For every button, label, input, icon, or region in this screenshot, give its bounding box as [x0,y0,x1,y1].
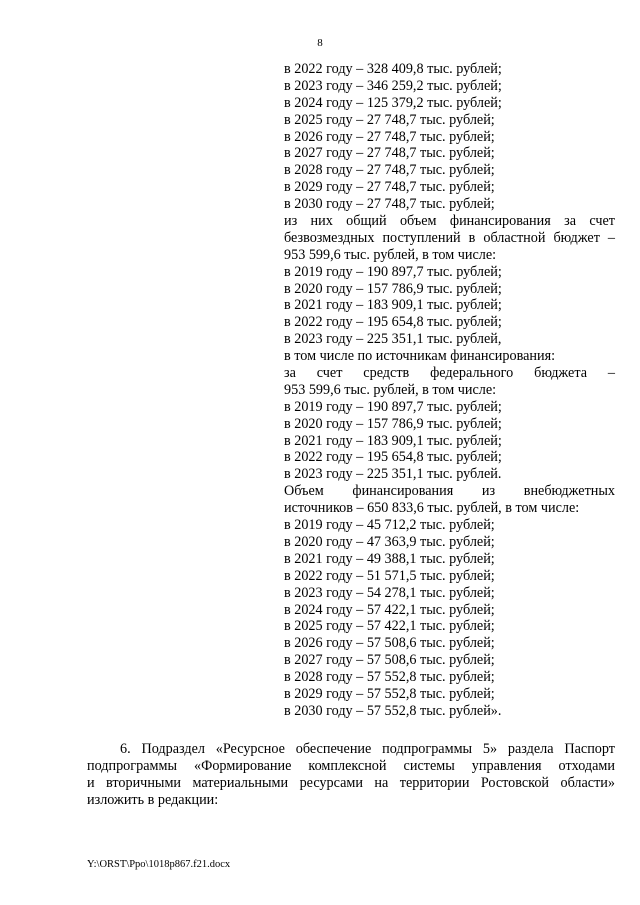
funding-line: в 2021 году – 183 909,1 тыс. рублей; [284,297,502,314]
funding-line: в 2020 году – 157 786,9 тыс. рублей; [284,415,502,432]
funding-line: в 2022 году – 195 654,8 тыс. рублей; [284,449,502,466]
paragraph-line: и вторичными материальными ресурсами на территории Ростовской области» [87,775,615,791]
funding-line: 953 599,6 тыс. рублей, в том числе: [284,246,497,263]
funding-line: в 2020 году – 47 363,9 тыс. рублей; [284,533,495,550]
funding-line: в 2025 году – 57 422,1 тыс. рублей; [284,618,495,635]
funding-line: в 2023 году – 225 351,1 тыс. рублей. [284,466,502,483]
funding-line: в 2027 году – 27 748,7 тыс. рублей; [284,145,495,162]
paragraph-line: подпрограммы «Формирование комплексной системы управления отходами [87,758,615,774]
funding-line: в 2027 году – 57 508,6 тыс. рублей; [284,652,495,669]
funding-line: в 2028 году – 57 552,8 тыс. рублей; [284,669,495,686]
funding-line: в 2019 году – 190 897,7 тыс. рублей; [284,263,502,280]
funding-line: в 2030 году – 57 552,8 тыс. рублей». [284,702,502,719]
funding-line: в том числе по источникам финансирования: [284,348,556,365]
funding-line: в 2025 году – 27 748,7 тыс. рублей; [284,111,495,128]
funding-line: 953 599,6 тыс. рублей, в том числе: [284,381,497,398]
funding-line: в 2022 году – 51 571,5 тыс. рублей; [284,567,495,584]
funding-line: в 2019 году – 190 897,7 тыс. рублей; [284,398,502,415]
funding-column [284,61,615,720]
paragraph-line: изложить в редакции: [87,792,219,808]
paragraph-line: 6. Подраздел «Ресурсное обеспечение подпрограммы 5» раздела Паспорт [120,741,615,757]
funding-line: в 2029 году – 27 748,7 тыс. рублей; [284,179,495,196]
funding-line: в 2023 году – 225 351,1 тыс. рублей, [284,331,502,348]
funding-line: безвозмездных поступлений в областной бюджет – [284,229,615,246]
funding-line: в 2023 году – 54 278,1 тыс. рублей; [284,584,495,601]
paragraph-6 [87,741,615,809]
funding-line: Объем финансирования из внебюджетных [284,483,615,500]
funding-line: в 2020 году – 157 786,9 тыс. рублей; [284,280,502,297]
funding-line: в 2028 году – 27 748,7 тыс. рублей; [284,162,495,179]
funding-line: в 2021 году – 183 909,1 тыс. рублей; [284,432,502,449]
funding-line: в 2024 году – 125 379,2 тыс. рублей; [284,94,502,111]
funding-line: в 2023 году – 346 259,2 тыс. рублей; [284,77,502,94]
funding-line: источников – 650 833,6 тыс. рублей, в том числе: [284,500,580,517]
funding-line: в 2021 году – 49 388,1 тыс. рублей; [284,550,495,567]
funding-line: в 2026 году – 57 508,6 тыс. рублей; [284,635,495,652]
page-number: 8 [317,37,323,49]
funding-line: в 2019 году – 45 712,2 тыс. рублей; [284,517,495,534]
funding-line: в 2022 году – 195 654,8 тыс. рублей; [284,314,502,331]
funding-line: в 2030 году – 27 748,7 тыс. рублей; [284,196,495,213]
funding-line: из них общий объем финансирования за счет [284,213,615,230]
file-path-footer: Y:\ORST\Ppo\1018p867.f21.docx [87,859,231,870]
funding-line: в 2029 году – 57 552,8 тыс. рублей; [284,685,495,702]
funding-line: в 2022 году – 328 409,8 тыс. рублей; [284,61,502,77]
funding-line: в 2024 году – 57 422,1 тыс. рублей; [284,601,495,618]
funding-line: за счет средств федерального бюджета – [284,365,615,382]
funding-line: в 2026 году – 27 748,7 тыс. рублей; [284,128,495,145]
